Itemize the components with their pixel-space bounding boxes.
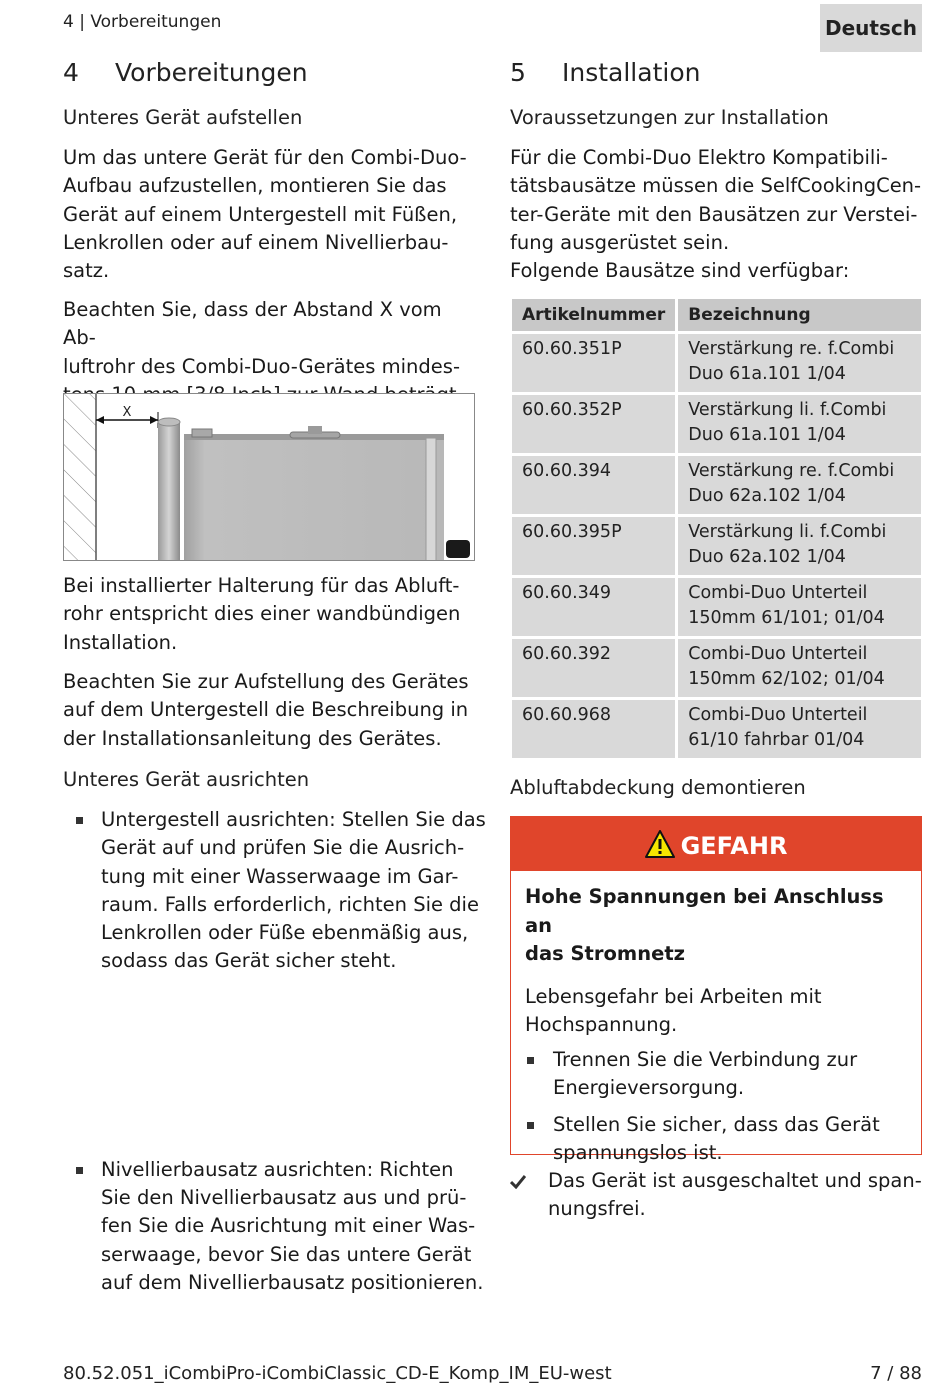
dimension-arrow-left <box>96 416 104 424</box>
text-line: 150mm 61/101; 01/04 <box>688 608 885 628</box>
text-line: Gerät auf einem Untergestell mit Füßen, <box>63 202 458 226</box>
cell-article: 60.60.395P <box>512 517 675 575</box>
chapter-heading-left <box>63 58 475 87</box>
exhaust-pipe <box>158 422 180 560</box>
cell-description <box>678 578 921 636</box>
column-header-article: Artikelnummer <box>512 299 675 331</box>
bullet-nivellierbausatz <box>63 1156 513 1297</box>
table-row <box>512 578 921 636</box>
text-line: Beachten Sie, dass der Abstand X vom Ab- <box>63 298 442 350</box>
appliance-door-edge <box>426 438 436 560</box>
text-line: satz. <box>63 259 110 283</box>
text-line: Lenkrollen oder auf einem Nivellierbau- <box>63 230 449 254</box>
column-header-description: Bezeichnung <box>678 299 921 331</box>
text-line: Das Gerät ist ausgeschaltet und span- <box>548 1169 922 1192</box>
text-line: Duo 62a.102 1/04 <box>688 486 846 506</box>
text-line: Um das untere Gerät für den Combi-Duo- <box>63 146 467 169</box>
text-line: 61/10 fahrbar 01/04 <box>688 730 865 750</box>
chapter-heading-right <box>510 58 922 87</box>
warning-triangle-icon <box>645 830 675 858</box>
danger-notice <box>510 816 922 1164</box>
text-line: tätsbausätze müssen die SelfCookingCen- <box>510 174 922 198</box>
bullet-marker <box>527 1057 534 1064</box>
paragraph-voraussetzungen <box>510 144 922 285</box>
text-line: Aufbau aufzustellen, montieren Sie das <box>63 174 447 198</box>
appliance-cover-knob <box>308 426 322 434</box>
kit-table <box>509 296 924 761</box>
subheading-voraussetzungen: Voraussetzungen zur Installation <box>510 106 829 129</box>
text-line: Installation. <box>63 630 178 654</box>
text-line: Hohe Spannungen bei Anschluss an <box>525 885 884 937</box>
text-line: Verstärkung li. f.Combi <box>688 400 887 420</box>
subheading-aufstellen: Unteres Gerät aufstellen <box>63 106 303 129</box>
cell-article: 60.60.394 <box>512 456 675 514</box>
wall-hatching <box>64 394 96 560</box>
subheading-ausrichten: Unteres Gerät ausrichten <box>63 768 310 791</box>
text-line: Duo 62a.102 1/04 <box>688 547 846 567</box>
text-line: sodass das Gerät sicher steht. <box>101 949 397 973</box>
cell-description <box>678 456 921 514</box>
language-tab: Deutsch <box>820 4 922 52</box>
table-row <box>512 395 921 453</box>
danger-header <box>511 817 921 871</box>
text-line: Beachten Sie zur Aufstellung des Gerätes <box>63 670 469 693</box>
text-line: luftrohr des Combi-Duo-Gerätes mindes- <box>63 354 460 378</box>
text-line: ter-Geräte mit den Bausätzen zur Verstei- <box>510 202 918 226</box>
text-line: spannungslos ist. <box>553 1140 723 1164</box>
danger-text <box>525 983 910 1040</box>
appliance-handle <box>446 540 470 558</box>
paragraph-halterung <box>63 572 475 657</box>
chapter-title: Installation <box>562 58 701 87</box>
text-line: Hochspannung. <box>525 1012 678 1036</box>
cell-description <box>678 700 921 758</box>
text-line: nungsfrei. <box>548 1197 646 1221</box>
cell-article: 60.60.352P <box>512 395 675 453</box>
danger-body <box>525 883 910 1167</box>
chapter-title: Vorbereitungen <box>115 58 308 87</box>
text-line: Sie den Nivellierbausatz aus und prü- <box>101 1186 467 1210</box>
bullet-marker <box>76 817 83 824</box>
dimension-arrow-right <box>150 416 158 424</box>
paragraph-untergestell <box>63 668 475 753</box>
text-line: Verstärkung li. f.Combi <box>688 522 887 542</box>
text-line: auf dem Untergestell die Beschreibung in <box>63 698 469 722</box>
bullet-marker <box>76 1167 83 1174</box>
text-line: Verstärkung re. f.Combi <box>688 461 895 481</box>
table-row <box>512 334 921 392</box>
text-line: Trennen Sie die Verbindung zur <box>553 1048 858 1072</box>
result-statement <box>510 1167 922 1224</box>
text-line: Untergestell ausrichten: Stellen Sie das <box>101 808 486 831</box>
cell-description <box>678 639 921 697</box>
text-line: rohr entspricht dies einer wandbündigen <box>63 602 461 626</box>
chapter-number: 5 <box>510 58 526 87</box>
bullet-marker <box>527 1122 534 1129</box>
text-line: Lenkrollen oder Füße ebenmäßig aus, <box>101 921 469 945</box>
text-line: Combi-Duo Unterteil <box>688 583 868 603</box>
text-line: Gerät auf und prüfen Sie die Ausrich- <box>101 836 465 860</box>
wall-clearance-figure <box>63 393 475 561</box>
danger-bullet-verify <box>525 1111 910 1168</box>
text-line: Lebensgefahr bei Arbeiten mit <box>525 984 822 1008</box>
text-line: Folgende Bausätze sind verfügbar: <box>510 259 850 283</box>
text-line: 150mm 62/102; 01/04 <box>688 669 885 689</box>
appliance-vent <box>192 429 212 437</box>
text-line: raum. Falls erforderlich, richten Sie die <box>101 892 479 916</box>
text-line: auf dem Nivellierbausatz positionieren. <box>101 1270 484 1294</box>
table-header-row <box>512 299 921 331</box>
text-line: Energieversorgung. <box>553 1076 745 1100</box>
chapter-number: 4 <box>63 58 79 87</box>
table-row <box>512 639 921 697</box>
text-line: das Stromnetz <box>525 942 685 965</box>
cell-article: 60.60.349 <box>512 578 675 636</box>
text-line: fen Sie die Ausrichtung mit einer Was- <box>101 1214 476 1238</box>
footer-document-id: 80.52.051_iCombiPro-iCombiClassic_CD-E_Komp_IM_EU-west <box>63 1363 612 1384</box>
dimension-label: X <box>122 405 132 420</box>
danger-bullet-disconnect <box>525 1046 910 1103</box>
cell-article: 60.60.968 <box>512 700 675 758</box>
text-line: Für die Combi-Duo Elektro Kompatibili- <box>510 146 888 169</box>
table-row <box>512 456 921 514</box>
paragraph-aufstellen <box>63 144 475 285</box>
text-line: Verstärkung re. f.Combi <box>688 339 895 359</box>
appliance-body <box>184 434 444 560</box>
text-line: Duo 61a.101 1/04 <box>688 425 846 445</box>
table-row <box>512 517 921 575</box>
text-line: fung ausgerüstet sein. <box>510 230 730 254</box>
text-line: Combi-Duo Unterteil <box>688 644 868 664</box>
text-line: der Installationsanleitung des Gerätes. <box>63 726 442 750</box>
wall-clearance-drawing <box>64 394 474 560</box>
cell-article: 60.60.351P <box>512 334 675 392</box>
checkmark-icon <box>510 1175 526 1189</box>
text-line: Stellen Sie sicher, dass das Gerät <box>553 1112 880 1136</box>
exhaust-pipe-top <box>158 418 180 426</box>
cell-description <box>678 395 921 453</box>
running-head: 4 | Vorbereitungen <box>63 12 222 32</box>
text-line: Bei installierter Halterung für das Abluft- <box>63 574 460 597</box>
bullet-untergestell <box>63 806 513 976</box>
danger-label: GEFAHR <box>680 832 788 860</box>
table-row <box>512 700 921 758</box>
text-line: Combi-Duo Unterteil <box>688 705 868 725</box>
danger-title <box>525 883 910 969</box>
cell-description <box>678 517 921 575</box>
text-line: serwaage, bevor Sie das untere Gerät <box>101 1242 472 1266</box>
text-line: Duo 61a.101 1/04 <box>688 364 846 384</box>
cell-description <box>678 334 921 392</box>
footer-page-number: 7 / 88 <box>870 1363 922 1384</box>
cell-article: 60.60.392 <box>512 639 675 697</box>
text-line: Nivellierbausatz ausrichten: Richten <box>101 1157 454 1181</box>
text-line: tung mit einer Wasserwaage im Gar- <box>101 864 459 888</box>
subheading-abluftabdeckung: Abluftabdeckung demontieren <box>510 776 806 799</box>
